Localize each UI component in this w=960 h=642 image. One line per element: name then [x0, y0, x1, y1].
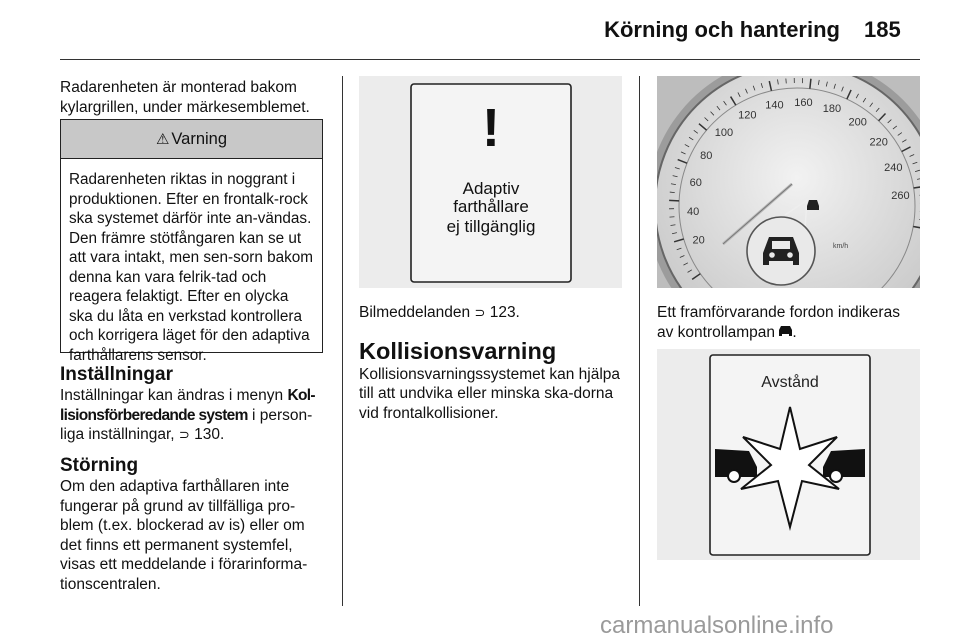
distance-warning-illustration [657, 349, 920, 560]
watermark: carmanualsonline.info [600, 612, 834, 639]
display-reference: Bilmeddelanden ⊃ 123. [359, 304, 520, 321]
column-left [60, 78, 325, 117]
collision-heading: Kollisionsvarning [359, 337, 557, 364]
distance-warning-figure [657, 349, 920, 560]
speedometer-label: 20 [692, 234, 705, 247]
speedometer-label: 260 [891, 190, 910, 203]
page-number: 185 [864, 17, 901, 42]
speedometer-figure [657, 76, 920, 288]
intro-paragraph: Radarenheten är monterad bakom kylargrillen, under märkesemblemet. [60, 79, 310, 116]
speedometer-label: 40 [687, 206, 700, 219]
column-middle [359, 303, 627, 423]
vehicle-ahead-icon-inline [779, 325, 792, 337]
speedometer-label: 180 [822, 103, 842, 116]
menu-name: Kol-lisionsförberedande system [60, 387, 315, 424]
vehicle-ahead-caption: Ett framförvarande fordon indikeras av kontrollampan . [657, 304, 900, 341]
column-divider [639, 76, 640, 606]
speedometer-label: 100 [714, 127, 734, 140]
column-right [657, 303, 920, 342]
speedometer-label: 200 [848, 116, 867, 129]
page-ref-icon: ⊃ [474, 305, 486, 320]
warning-triangle-icon: ⚠ [155, 131, 170, 148]
display-illustration [359, 76, 622, 288]
page-title: Körning och hantering [604, 17, 840, 42]
header-divider [60, 59, 920, 60]
fault-heading: Störning [60, 455, 139, 476]
warning-title: Varning [171, 129, 228, 148]
display-line-2: farthållare [453, 197, 529, 216]
distance-warning-title: Avstånd [761, 374, 819, 391]
display-line-3: ej tillgänglig [446, 217, 536, 236]
speedometer-label: 160 [794, 97, 813, 110]
fault-paragraph: Om den adaptiva farthållaren inte fungerar på grund av tillfälliga pro-blem (t.ex. blockerad av is) eller om det finns ett permanent systemfel, visas ett meddelande i förarinforma-tionscentralen. [60, 478, 308, 593]
settings-heading: Inställningar [60, 364, 173, 385]
speedometer-label: 220 [869, 136, 888, 149]
settings-section [60, 364, 325, 445]
speedometer-tick [670, 192, 675, 193]
speedometer-label: 80 [700, 150, 713, 163]
settings-paragraph: Inställningar kan ändras i menyn Kol-lisionsförberedande system i person-liga inställningar, ⊃ 130. [60, 387, 315, 443]
speedometer-label: 240 [884, 161, 903, 174]
display-figure [359, 76, 622, 288]
speedometer-label: 60 [689, 177, 702, 190]
speedometer-label: 120 [738, 109, 757, 122]
warning-box [60, 119, 323, 364]
collision-paragraph: Kollisionsvarningssystemet kan hjälpa till att undvika eller minska ska-dorna vid frontalkollisioner. [359, 365, 621, 422]
column-divider [342, 76, 343, 606]
vehicle-ahead-icon [763, 237, 799, 265]
fault-section [60, 455, 325, 594]
warning-text: Radarenheten riktas in noggrant i produktionen. Efter en frontalk-rock ska systemet därför inte an-vändas. Den främre stötfångaren kan se ut att vara intakt, men sen-sorn bakom denna kan vara felrik-tad och reagera felaktigt. Efter en olycka ska du låta en verkstad kontrollera och korrigera läget för den adaptiva farthållarens sensor. [69, 171, 314, 364]
vehicle-ahead-icon-small [807, 200, 819, 210]
warning-header [61, 120, 322, 159]
display-line-1: Adaptiv [462, 179, 520, 198]
speed-unit: km/h [833, 243, 849, 250]
exclamation-icon: ! [482, 98, 500, 158]
speedometer-label: 140 [765, 99, 784, 112]
page-ref-icon: ⊃ [178, 427, 190, 442]
speedometer-illustration [657, 76, 920, 288]
